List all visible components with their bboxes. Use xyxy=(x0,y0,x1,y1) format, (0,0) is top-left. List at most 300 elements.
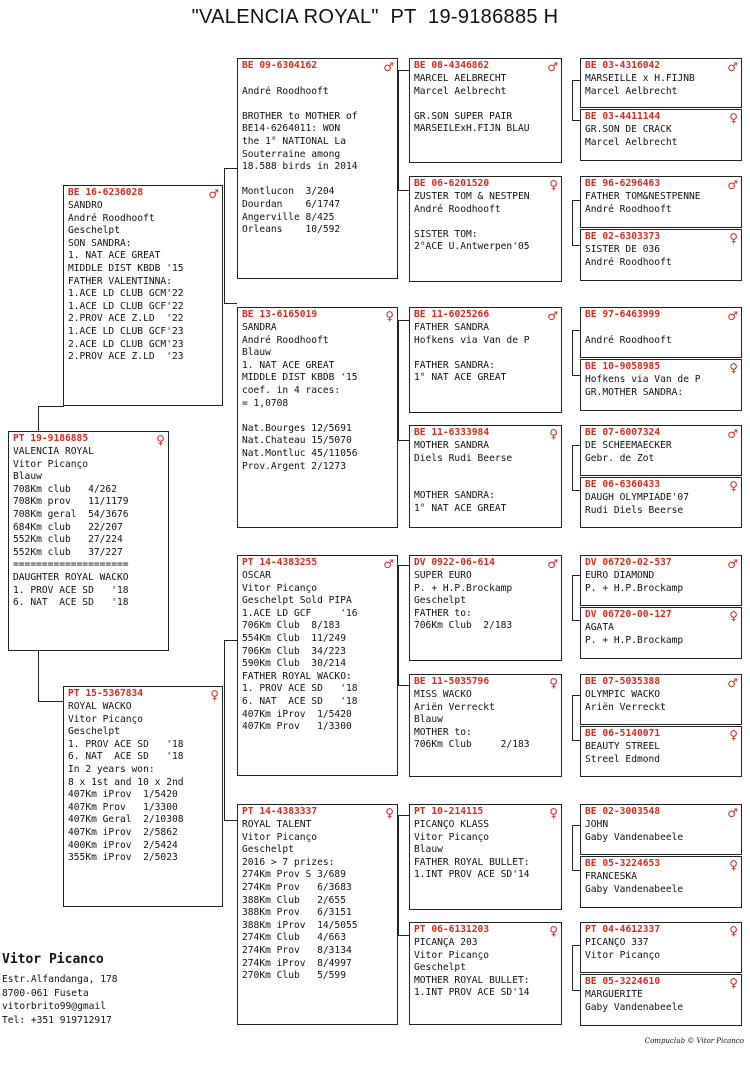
male-symbol-icon: ♂ xyxy=(727,426,738,441)
box-text-line: SISTER DE 036 xyxy=(585,244,661,255)
box-text-line xyxy=(414,216,558,229)
ring-code: 04-4612337 xyxy=(602,924,661,936)
pedigree-box-gen4 xyxy=(580,425,742,476)
owner-name: Vitor Picanco xyxy=(2,952,104,967)
box-text-line: Ariën Verreckt xyxy=(414,701,495,713)
ring-number xyxy=(585,676,660,689)
box-header xyxy=(68,187,219,200)
ring-code: 05-3224610 xyxy=(602,976,661,988)
male-symbol-icon: ♂ xyxy=(208,186,219,201)
connector-line xyxy=(572,825,573,870)
box-header xyxy=(414,676,558,689)
box-text-line: Marcel Aelbrecht xyxy=(585,136,678,148)
ring-number xyxy=(414,676,489,689)
box-text-line: Nat.Montluc 45/11056 xyxy=(242,447,358,459)
box-text-line: Vitor Picanço xyxy=(242,831,318,843)
connector-line xyxy=(572,80,580,81)
country-code: BE xyxy=(414,60,426,72)
country-code: BE xyxy=(585,111,597,123)
connector-line xyxy=(572,870,580,871)
box-text-line xyxy=(414,98,558,111)
ring-code: 15-5367834 xyxy=(85,688,144,700)
box-text-line: 18.588 birds in 2014 xyxy=(242,161,358,173)
ring-code: 11-6025266 xyxy=(431,309,490,321)
box-text-line: MOTHER ROYAL BULLET: xyxy=(414,974,530,986)
box-text-line: 1° NAT ACE GREAT xyxy=(414,502,507,514)
owner-email: vitorbrito99@gmail xyxy=(2,1001,106,1013)
box-text-line: FATHER SANDRA: xyxy=(414,359,495,371)
country-code: DV xyxy=(585,609,597,621)
box-text-line: 2016 > 7 prizes: xyxy=(242,856,335,868)
box-text-line: MARGUERITE xyxy=(585,989,643,1000)
pedigree-box-sire-sire xyxy=(237,58,398,279)
box-text-line: Prov.Argent 2/1273 xyxy=(242,460,346,472)
box-text-line: 706Km Club 8/183 xyxy=(242,620,341,632)
box-text-line: 407Km Geral 2/10308 xyxy=(68,814,184,826)
box-header xyxy=(585,557,738,570)
ring-code: 11-5035796 xyxy=(431,676,490,688)
box-text-line: Geschelpt xyxy=(414,595,466,607)
box-text-line: ==================== xyxy=(13,559,129,571)
country-code: BE xyxy=(585,728,597,740)
connector-line xyxy=(572,695,580,696)
country-code: PT xyxy=(414,924,426,936)
connector-line xyxy=(224,168,225,303)
box-text-line: 1.ACE LD CLUB GCM'22 xyxy=(68,288,184,300)
box-text-line xyxy=(414,465,558,478)
box-text-line: Blauw xyxy=(414,714,443,726)
country-code: DV xyxy=(585,557,597,569)
box-text-line: OLYMPIC WACKO xyxy=(585,689,661,700)
box-text-line: 2°ACE U.Antwerpen'05 xyxy=(414,241,530,253)
ring-code: 06720-02-537 xyxy=(602,557,672,569)
connector-line xyxy=(572,200,573,245)
box-text-line: PICANÇO KLASS xyxy=(414,819,490,830)
country-code: BE xyxy=(585,361,597,373)
box-text-line: André Roodhooft xyxy=(585,334,672,346)
box-text-line: Blauw xyxy=(242,347,271,359)
box-text-line: GR.MOTHER SANDRA: xyxy=(585,386,684,398)
box-header xyxy=(13,433,165,446)
pedigree-box-subject xyxy=(8,431,169,651)
ring-code: 10-9058985 xyxy=(602,361,661,373)
box-text-line: Hofkens via Van de P xyxy=(585,374,701,385)
ring-number xyxy=(585,361,660,374)
female-symbol-icon: ♀ xyxy=(385,805,394,820)
box-text-line: 1.INT PROV ACE SD'14 xyxy=(414,869,530,881)
ring-code: 07-5035388 xyxy=(602,676,661,688)
ring-number xyxy=(585,231,660,244)
box-text-line: 1° NAT ACE GREAT xyxy=(414,372,507,384)
ring-code: 97-6463999 xyxy=(602,309,661,321)
male-symbol-icon: ♂ xyxy=(383,59,394,74)
box-text-line: 274Km Prov S 3/689 xyxy=(242,869,346,881)
connector-line xyxy=(572,490,580,491)
country-code: BE xyxy=(585,676,597,688)
box-text-line: 706Km Club 2/183 xyxy=(414,739,530,751)
box-header xyxy=(242,557,394,570)
box-text-line: = 1,0708 xyxy=(242,397,289,409)
box-text-line: Blauw xyxy=(13,471,42,483)
ring-code: 02-6303373 xyxy=(602,231,661,243)
box-text-line xyxy=(414,478,558,491)
country-code: BE xyxy=(585,231,597,243)
country-code: PT xyxy=(242,557,254,569)
box-text-line: 6. NAT ACE SD '18 xyxy=(68,751,184,763)
connector-line xyxy=(572,375,580,376)
box-text-line: 388Km Prov 6/3151 xyxy=(242,907,352,919)
box-text-line: SON SANDRA: xyxy=(68,237,132,249)
pedigree-box-gen3 xyxy=(409,176,562,282)
box-header xyxy=(242,60,394,73)
box-text-line xyxy=(414,347,558,360)
box-text-line: SISTER TOM: xyxy=(414,228,478,240)
ring-number xyxy=(68,187,143,200)
ring-code: 19-9186885 xyxy=(30,433,89,445)
box-text-line: 274Km iProv 8/4997 xyxy=(242,957,352,969)
box-header xyxy=(414,924,558,937)
box-header xyxy=(585,676,738,689)
ring-number xyxy=(585,427,660,440)
box-text-line: the 1° NATIONAL La xyxy=(242,135,346,147)
connector-line xyxy=(224,168,237,169)
pedigree-box-gen4 xyxy=(580,58,742,108)
female-symbol-icon: ♀ xyxy=(729,727,738,742)
box-text-line: ROYAL TALENT xyxy=(242,819,312,830)
box-text-line: MIDDLE DIST KBDB '15 xyxy=(68,262,184,274)
ring-number xyxy=(414,309,489,322)
box-text-line: André Roodhooft xyxy=(242,85,329,97)
box-text-line: BROTHER to MOTHER of xyxy=(242,110,358,122)
box-header xyxy=(414,178,558,191)
box-text-line: ROYAL WACKO xyxy=(68,701,132,712)
pedigree-box-gen4 xyxy=(580,359,742,411)
female-symbol-icon: ♀ xyxy=(385,308,394,323)
box-text-line: 388Km Club 2/655 xyxy=(242,894,346,906)
ring-number xyxy=(585,806,660,819)
box-text-line: GR.SON DE CRACK xyxy=(585,124,672,135)
box-text-line: Vitor Picanço xyxy=(13,458,89,470)
ring-number xyxy=(585,111,660,124)
box-text-line: Angerville 8/425 xyxy=(242,211,335,223)
country-code: PT xyxy=(68,688,80,700)
box-text-line: 2.ACE LD CLUB GCM'23 xyxy=(68,338,184,350)
connector-line xyxy=(572,945,580,946)
box-text-line: 552Km club 37/227 xyxy=(13,546,123,558)
box-text-line: MARSEILExH.FIJN BLAU xyxy=(414,123,530,135)
box-text-line: Diels Rudi Beerse xyxy=(414,452,513,464)
ring-code: 0922-06-614 xyxy=(431,557,495,569)
box-text-line: 355Km iProv 2/5023 xyxy=(68,852,178,864)
connector-line xyxy=(398,685,409,686)
box-text-line: MISS WACKO xyxy=(414,689,472,700)
box-text-line: VALENCIA ROYAL xyxy=(13,446,94,457)
owner-contact xyxy=(2,973,118,1027)
country-code: PT xyxy=(414,806,426,818)
box-text-line: Vitor Picanço xyxy=(414,831,490,843)
connector-line xyxy=(38,406,39,431)
owner-phone: Tel: +351 919712917 xyxy=(2,1014,112,1026)
box-text-line: Marcel Aelbrecht xyxy=(414,85,507,97)
box-text-line: 708Km geral 54/3676 xyxy=(13,508,129,520)
country-code: BE xyxy=(585,178,597,190)
box-text-line: 684Km club 22/207 xyxy=(13,521,123,533)
pedigree-box-gen4 xyxy=(580,674,742,725)
connector-line xyxy=(224,820,237,821)
female-symbol-icon: ♀ xyxy=(549,426,558,441)
ring-code: 96-6296463 xyxy=(602,178,661,190)
box-header xyxy=(585,976,738,989)
ring-number xyxy=(242,309,317,322)
pedigree-box-gen3 xyxy=(409,674,562,777)
pedigree-box-gen4 xyxy=(580,856,742,908)
connector-line xyxy=(38,701,64,702)
connector-line xyxy=(398,320,399,440)
box-text-line: 6. NAT ACE SD '18 xyxy=(13,597,129,609)
box-text-line: SANDRA xyxy=(242,322,277,333)
box-text-line: 706Km Club 34/223 xyxy=(242,645,346,657)
box-text-line: P. + H.P.Brockamp xyxy=(585,582,684,594)
ring-code: 14-4383337 xyxy=(259,806,318,818)
country-code: BE xyxy=(585,60,597,72)
connector-line xyxy=(38,406,64,407)
page-title: "VALENCIA ROYAL" PT 19-9186885 H xyxy=(191,6,559,28)
box-header xyxy=(585,924,738,937)
ring-code: 06-5140071 xyxy=(602,728,661,740)
pedigree-box-gen3 xyxy=(409,58,562,163)
box-text-line: Gaby Vandenabeele xyxy=(585,883,684,895)
connector-line xyxy=(572,330,580,331)
box-text-line: 407Km iProv 1/5420 xyxy=(242,708,352,720)
ring-code: 03-4316042 xyxy=(602,60,661,72)
box-header xyxy=(585,806,738,819)
ring-number xyxy=(414,60,489,73)
box-text-line: FATHER ROYAL WACKO: xyxy=(242,670,352,682)
box-text-line: SUPER EURO xyxy=(414,570,472,581)
connector-line xyxy=(572,575,580,576)
male-symbol-icon: ♂ xyxy=(547,308,558,323)
male-symbol-icon: ♂ xyxy=(727,308,738,323)
box-text-line: 708Km club 4/262 xyxy=(13,483,117,495)
box-text-line: FATHER ROYAL BULLET: xyxy=(414,856,530,868)
female-symbol-icon: ♀ xyxy=(549,177,558,192)
ring-number xyxy=(414,427,489,440)
box-text-line: 6. NAT ACE SD '18 xyxy=(242,695,358,707)
ring-code: 07-6007324 xyxy=(602,427,661,439)
connector-line xyxy=(224,640,237,641)
owner-address: Estr.Alfandanga, 178 xyxy=(2,974,118,985)
connector-line xyxy=(572,80,573,120)
box-text-line: 1.ACE LD CLUB GCF'22 xyxy=(68,300,184,312)
box-text-line: JOHN xyxy=(585,819,609,830)
connector-line xyxy=(398,815,409,816)
box-header xyxy=(585,728,738,741)
country-code: BE xyxy=(585,976,597,988)
box-text-line: Souterraine among xyxy=(242,148,341,160)
country-code: BE xyxy=(585,858,597,870)
ring-number xyxy=(585,924,660,937)
female-symbol-icon: ♀ xyxy=(729,360,738,375)
connector-line xyxy=(572,200,580,201)
female-symbol-icon: ♀ xyxy=(729,230,738,245)
ring-number xyxy=(242,60,317,73)
male-symbol-icon: ♂ xyxy=(727,556,738,571)
pedigree-box-gen3 xyxy=(409,425,562,528)
box-text-line: 407Km Prov 1/3300 xyxy=(242,721,352,733)
box-text-line: 388Km iProv 14/5055 xyxy=(242,919,358,931)
owner-postal: 8700-061 Fuseta xyxy=(2,987,89,999)
pedigree-box-gen3 xyxy=(409,555,562,661)
box-text-line: 407Km iProv 2/5862 xyxy=(68,826,178,838)
connector-line xyxy=(572,575,573,620)
ring-number xyxy=(585,178,660,191)
pedigree-box-gen4 xyxy=(580,804,742,855)
ring-number xyxy=(585,60,660,73)
male-symbol-icon: ♂ xyxy=(547,556,558,571)
connector-line xyxy=(572,245,580,246)
male-symbol-icon: ♂ xyxy=(547,59,558,74)
box-header xyxy=(68,688,219,701)
box-text-line: P. + H.P.Brockamp xyxy=(585,634,684,646)
box-text-line xyxy=(242,73,394,86)
box-text-line: Montlucon 3/204 xyxy=(242,186,335,198)
box-text-line: Gaby Vandenabeele xyxy=(585,1001,684,1013)
pedigree-box-gen4 xyxy=(580,922,742,973)
box-text-line: Nat.Bourges 12/5691 xyxy=(242,422,352,434)
pedigree-box-gen3 xyxy=(409,922,562,1025)
box-text-line: Hofkens via Van de P xyxy=(414,334,530,346)
ring-number xyxy=(414,557,495,570)
connector-line xyxy=(572,445,573,490)
box-header xyxy=(242,309,394,322)
female-symbol-icon: ♀ xyxy=(729,923,738,938)
connector-line xyxy=(398,815,399,935)
box-text-line: 2.PROV ACE Z.LD '22 xyxy=(68,313,184,325)
pedigree-box-gen3 xyxy=(409,307,562,413)
connector-line xyxy=(38,651,39,701)
country-code: BE xyxy=(242,309,254,321)
country-code: BE xyxy=(585,309,597,321)
country-code: BE xyxy=(585,427,597,439)
box-text-line: FATHER VALENTINNA: xyxy=(68,275,172,287)
box-text-line: Geschelpt Sold PIPA xyxy=(242,595,352,607)
box-text-line: Gaby Vandenabeele xyxy=(585,831,684,843)
box-text-line: Vitor Picanço xyxy=(242,582,318,594)
box-text-line: FATHER to: xyxy=(414,607,472,619)
ring-number xyxy=(68,688,143,701)
country-code: BE xyxy=(414,676,426,688)
box-text-line: Geschelpt xyxy=(68,225,120,237)
ring-code: 03-4411144 xyxy=(602,111,661,123)
box-header xyxy=(585,111,738,124)
box-text-line: André Roodhooft xyxy=(414,203,501,215)
ring-number xyxy=(242,557,317,570)
female-symbol-icon: ♀ xyxy=(549,675,558,690)
box-text-line: Geschelpt xyxy=(68,726,120,738)
pedigree-box-gen4 xyxy=(580,176,742,228)
box-header xyxy=(585,361,738,374)
box-header xyxy=(585,479,738,492)
pedigree-box-dam-dam xyxy=(237,804,398,1025)
connector-line xyxy=(572,120,580,121)
box-text-line: MIDDLE DIST KBDB '15 xyxy=(242,372,358,384)
box-header xyxy=(585,427,738,440)
ring-number xyxy=(585,309,660,322)
box-header xyxy=(585,60,738,73)
box-text-line: DAUGHTER ROYAL WACKO xyxy=(13,571,129,583)
female-symbol-icon: ♀ xyxy=(210,687,219,702)
country-code: BE xyxy=(585,479,597,491)
box-text-line: 1.INT PROV ACE SD'14 xyxy=(414,987,530,999)
connector-line xyxy=(398,440,409,441)
ring-number xyxy=(585,479,660,492)
box-header xyxy=(414,60,558,73)
box-text-line: 1.ACE LD CLUB GCF'23 xyxy=(68,325,184,337)
pedigree-box-dam-sire xyxy=(237,555,398,776)
ring-number xyxy=(585,609,672,622)
ring-number xyxy=(242,806,317,819)
ring-code: 05-3224653 xyxy=(602,858,661,870)
ring-code: 06-6201520 xyxy=(431,178,490,190)
ring-code: 16-6236028 xyxy=(85,187,144,199)
ring-code: 06-6131203 xyxy=(431,924,490,936)
connector-line xyxy=(572,740,580,741)
box-text-line: Nat.Chateau 15/5070 xyxy=(242,435,352,447)
box-text-line: Streel Edmond xyxy=(585,753,661,765)
female-symbol-icon: ♀ xyxy=(729,975,738,990)
box-header xyxy=(585,609,738,622)
box-text-line: Gebr. de Zot xyxy=(585,452,655,464)
pedigree-box-gen3 xyxy=(409,804,562,910)
ring-code: 11-6333984 xyxy=(431,427,490,439)
female-symbol-icon: ♀ xyxy=(549,805,558,820)
female-symbol-icon: ♀ xyxy=(156,432,165,447)
box-text-line: P. + H.P.Brockamp xyxy=(414,582,513,594)
box-text-line: BE14-6264011: WON xyxy=(242,123,341,135)
box-text-line xyxy=(242,98,394,111)
box-text-line: André Roodhooft xyxy=(68,212,155,224)
box-text-line xyxy=(242,174,394,187)
ring-code: 08-4346862 xyxy=(431,60,490,72)
connector-line xyxy=(572,825,580,826)
box-text-line: MOTHER to: xyxy=(414,726,472,738)
box-text-line: SANDRO xyxy=(68,200,103,211)
box-text-line: Marcel Aelbrecht xyxy=(585,85,678,97)
box-text-line: Dourdan 6/1747 xyxy=(242,198,341,210)
box-text-line: André Roodhooft xyxy=(585,256,672,268)
ring-code: 10-214115 xyxy=(431,806,484,818)
box-text-line: In 2 years won: xyxy=(68,763,155,775)
female-symbol-icon: ♀ xyxy=(549,923,558,938)
box-text-line: PICANÇO 337 xyxy=(585,937,649,948)
pedigree-box-gen4 xyxy=(580,726,742,777)
country-code: BE xyxy=(242,60,254,72)
box-text-line xyxy=(242,410,394,423)
box-text-line: 706Km Club 2/183 xyxy=(414,620,513,632)
pedigree-box-gen4 xyxy=(580,477,742,528)
box-text-line: 590Km Club 30/214 xyxy=(242,658,346,670)
box-text-line: 270Km Club 5/599 xyxy=(242,970,346,982)
female-symbol-icon: ♀ xyxy=(729,110,738,125)
male-symbol-icon: ♂ xyxy=(727,177,738,192)
box-text-line: 274Km Club 4/663 xyxy=(242,932,346,944)
female-symbol-icon: ♀ xyxy=(729,478,738,493)
female-symbol-icon: ♀ xyxy=(729,857,738,872)
box-text-line: FRANCESKA xyxy=(585,871,637,882)
box-header xyxy=(585,858,738,871)
box-header xyxy=(242,806,394,819)
box-header xyxy=(585,231,738,244)
